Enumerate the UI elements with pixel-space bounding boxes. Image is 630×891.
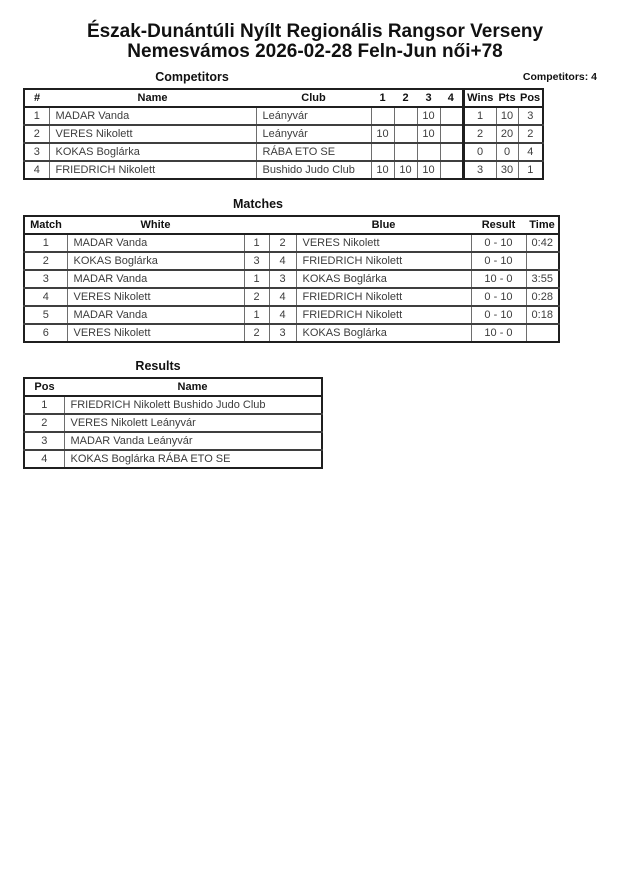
- table-row: [24, 252, 559, 270]
- col-wins: Wins: [463, 89, 496, 107]
- table-row: [24, 432, 322, 450]
- wins-value: 1: [463, 107, 496, 125]
- result-name: VERES Nikolett Leányvár: [64, 414, 322, 432]
- white-competitor-number: 1: [244, 234, 269, 252]
- score-r2: [394, 125, 417, 143]
- score-r2: [394, 107, 417, 125]
- score-r3: [417, 143, 440, 161]
- result-pos: 4: [24, 450, 64, 468]
- wins-value: 3: [463, 161, 496, 179]
- competitors-header-row: [24, 89, 543, 107]
- score-r3: 10: [417, 125, 440, 143]
- score-r4: [440, 125, 463, 143]
- table-row: [24, 288, 559, 306]
- white-competitor-number: 1: [244, 270, 269, 288]
- col-name: Name: [49, 89, 256, 107]
- pos-value: 4: [518, 143, 543, 161]
- blue-competitor-number: 2: [269, 234, 296, 252]
- pos-value: 3: [518, 107, 543, 125]
- col-white: White: [67, 216, 244, 234]
- pts-value: 10: [496, 107, 518, 125]
- blue-competitor: KOKAS Boglárka: [296, 324, 471, 342]
- table-row: [24, 396, 322, 414]
- competitor-number: 2: [24, 125, 49, 143]
- col-pts: Pts: [496, 89, 518, 107]
- result-pos: 3: [24, 432, 64, 450]
- result-name: MADAR Vanda Leányvár: [64, 432, 322, 450]
- blue-competitor: VERES Nikolett: [296, 234, 471, 252]
- col-white-num: [244, 216, 269, 234]
- competitor-number: 3: [24, 143, 49, 161]
- score-r1: [371, 143, 394, 161]
- table-row: [24, 234, 559, 252]
- col-pos: Pos: [518, 89, 543, 107]
- col-round-3: 3: [417, 89, 440, 107]
- table-row: [24, 270, 559, 288]
- competitor-club: RÁBA ETO SE: [256, 143, 371, 161]
- tournament-title: [0, 22, 630, 62]
- tournament-title-line1: Észak-Dunántúli Nyílt Regionális Rangsor Verseny: [86, 21, 544, 42]
- col-blue-num: [269, 216, 296, 234]
- competitor-name: MADAR Vanda: [49, 107, 256, 125]
- col-round-2: 2: [394, 89, 417, 107]
- competitor-name: VERES Nikolett: [49, 125, 256, 143]
- col-blue: Blue: [296, 216, 471, 234]
- match-result: 0 - 10: [471, 234, 526, 252]
- table-row: [24, 143, 543, 161]
- table-row: [24, 414, 322, 432]
- match-number: 1: [24, 234, 67, 252]
- table-row: [24, 306, 559, 324]
- table-row: [24, 161, 543, 179]
- score-r1: [371, 107, 394, 125]
- score-r2: 10: [394, 161, 417, 179]
- match-time: [526, 252, 559, 270]
- white-competitor-number: 2: [244, 324, 269, 342]
- wins-value: 0: [463, 143, 496, 161]
- score-r4: [440, 107, 463, 125]
- competitors-heading: Competitors: [155, 70, 229, 84]
- competitor-number: 1: [24, 107, 49, 125]
- score-r3: 10: [417, 161, 440, 179]
- table-row: [24, 324, 559, 342]
- competitor-club: Leányvár: [256, 107, 371, 125]
- match-time: 0:18: [526, 306, 559, 324]
- col-match: Match: [24, 216, 67, 234]
- table-row: [24, 450, 322, 468]
- white-competitor-number: 2: [244, 288, 269, 306]
- score-r1: 10: [371, 125, 394, 143]
- blue-competitor: FRIEDRICH Nikolett: [296, 252, 471, 270]
- pos-value: 1: [518, 161, 543, 179]
- match-time: [526, 324, 559, 342]
- match-result: 10 - 0: [471, 270, 526, 288]
- blue-competitor-number: 4: [269, 306, 296, 324]
- score-r1: 10: [371, 161, 394, 179]
- match-time: 0:28: [526, 288, 559, 306]
- table-row: [24, 107, 543, 125]
- match-result: 10 - 0: [471, 324, 526, 342]
- match-number: 4: [24, 288, 67, 306]
- white-competitor-number: 3: [244, 252, 269, 270]
- white-competitor: MADAR Vanda: [67, 270, 244, 288]
- wins-value: 2: [463, 125, 496, 143]
- table-row: [24, 125, 543, 143]
- match-time: 3:55: [526, 270, 559, 288]
- col-result: Result: [471, 216, 526, 234]
- col-club: Club: [256, 89, 371, 107]
- pos-value: 2: [518, 125, 543, 143]
- white-competitor: VERES Nikolett: [67, 324, 244, 342]
- blue-competitor-number: 4: [269, 288, 296, 306]
- match-result: 0 - 10: [471, 252, 526, 270]
- blue-competitor-number: 3: [269, 324, 296, 342]
- results-table: [23, 377, 323, 469]
- col-pos: Pos: [24, 378, 64, 396]
- tournament-title-line2: Nemesvámos 2026-02-28 Feln-Jun női+78: [127, 41, 503, 62]
- pts-value: 30: [496, 161, 518, 179]
- match-number: 2: [24, 252, 67, 270]
- blue-competitor: KOKAS Boglárka: [296, 270, 471, 288]
- match-number: 5: [24, 306, 67, 324]
- competitors-heading-row: [0, 69, 630, 84]
- competitor-number: 4: [24, 161, 49, 179]
- pts-value: 20: [496, 125, 518, 143]
- results-header-row: [24, 378, 322, 396]
- score-r2: [394, 143, 417, 161]
- match-number: 3: [24, 270, 67, 288]
- col-number: #: [24, 89, 49, 107]
- result-name: FRIEDRICH Nikolett Bushido Judo Club: [64, 396, 322, 414]
- competitors-table: [23, 88, 544, 180]
- match-time: 0:42: [526, 234, 559, 252]
- result-name: KOKAS Boglárka RÁBA ETO SE: [64, 450, 322, 468]
- matches-heading-row: [0, 196, 630, 211]
- matches-table: [23, 215, 560, 343]
- col-round-1: 1: [371, 89, 394, 107]
- score-r4: [440, 161, 463, 179]
- blue-competitor-number: 3: [269, 270, 296, 288]
- competitor-name: KOKAS Boglárka: [49, 143, 256, 161]
- white-competitor: KOKAS Boglárka: [67, 252, 244, 270]
- white-competitor: MADAR Vanda: [67, 306, 244, 324]
- results-heading-row: [0, 358, 630, 373]
- score-r3: 10: [417, 107, 440, 125]
- matches-heading: Matches: [232, 197, 284, 211]
- competitors-count: Competitors: 4: [522, 71, 597, 83]
- blue-competitor: FRIEDRICH Nikolett: [296, 306, 471, 324]
- result-pos: 1: [24, 396, 64, 414]
- blue-competitor-number: 4: [269, 252, 296, 270]
- match-number: 6: [24, 324, 67, 342]
- col-time: Time: [526, 216, 559, 234]
- result-pos: 2: [24, 414, 64, 432]
- pts-value: 0: [496, 143, 518, 161]
- competitor-club: Leányvár: [256, 125, 371, 143]
- competitor-club: Bushido Judo Club: [256, 161, 371, 179]
- match-result: 0 - 10: [471, 306, 526, 324]
- col-name: Name: [64, 378, 322, 396]
- white-competitor: MADAR Vanda: [67, 234, 244, 252]
- score-r4: [440, 143, 463, 161]
- blue-competitor: FRIEDRICH Nikolett: [296, 288, 471, 306]
- white-competitor: VERES Nikolett: [67, 288, 244, 306]
- competitor-name: FRIEDRICH Nikolett: [49, 161, 256, 179]
- match-result: 0 - 10: [471, 288, 526, 306]
- results-heading: Results: [135, 359, 181, 373]
- col-round-4: 4: [440, 89, 463, 107]
- white-competitor-number: 1: [244, 306, 269, 324]
- matches-header-row: [24, 216, 559, 234]
